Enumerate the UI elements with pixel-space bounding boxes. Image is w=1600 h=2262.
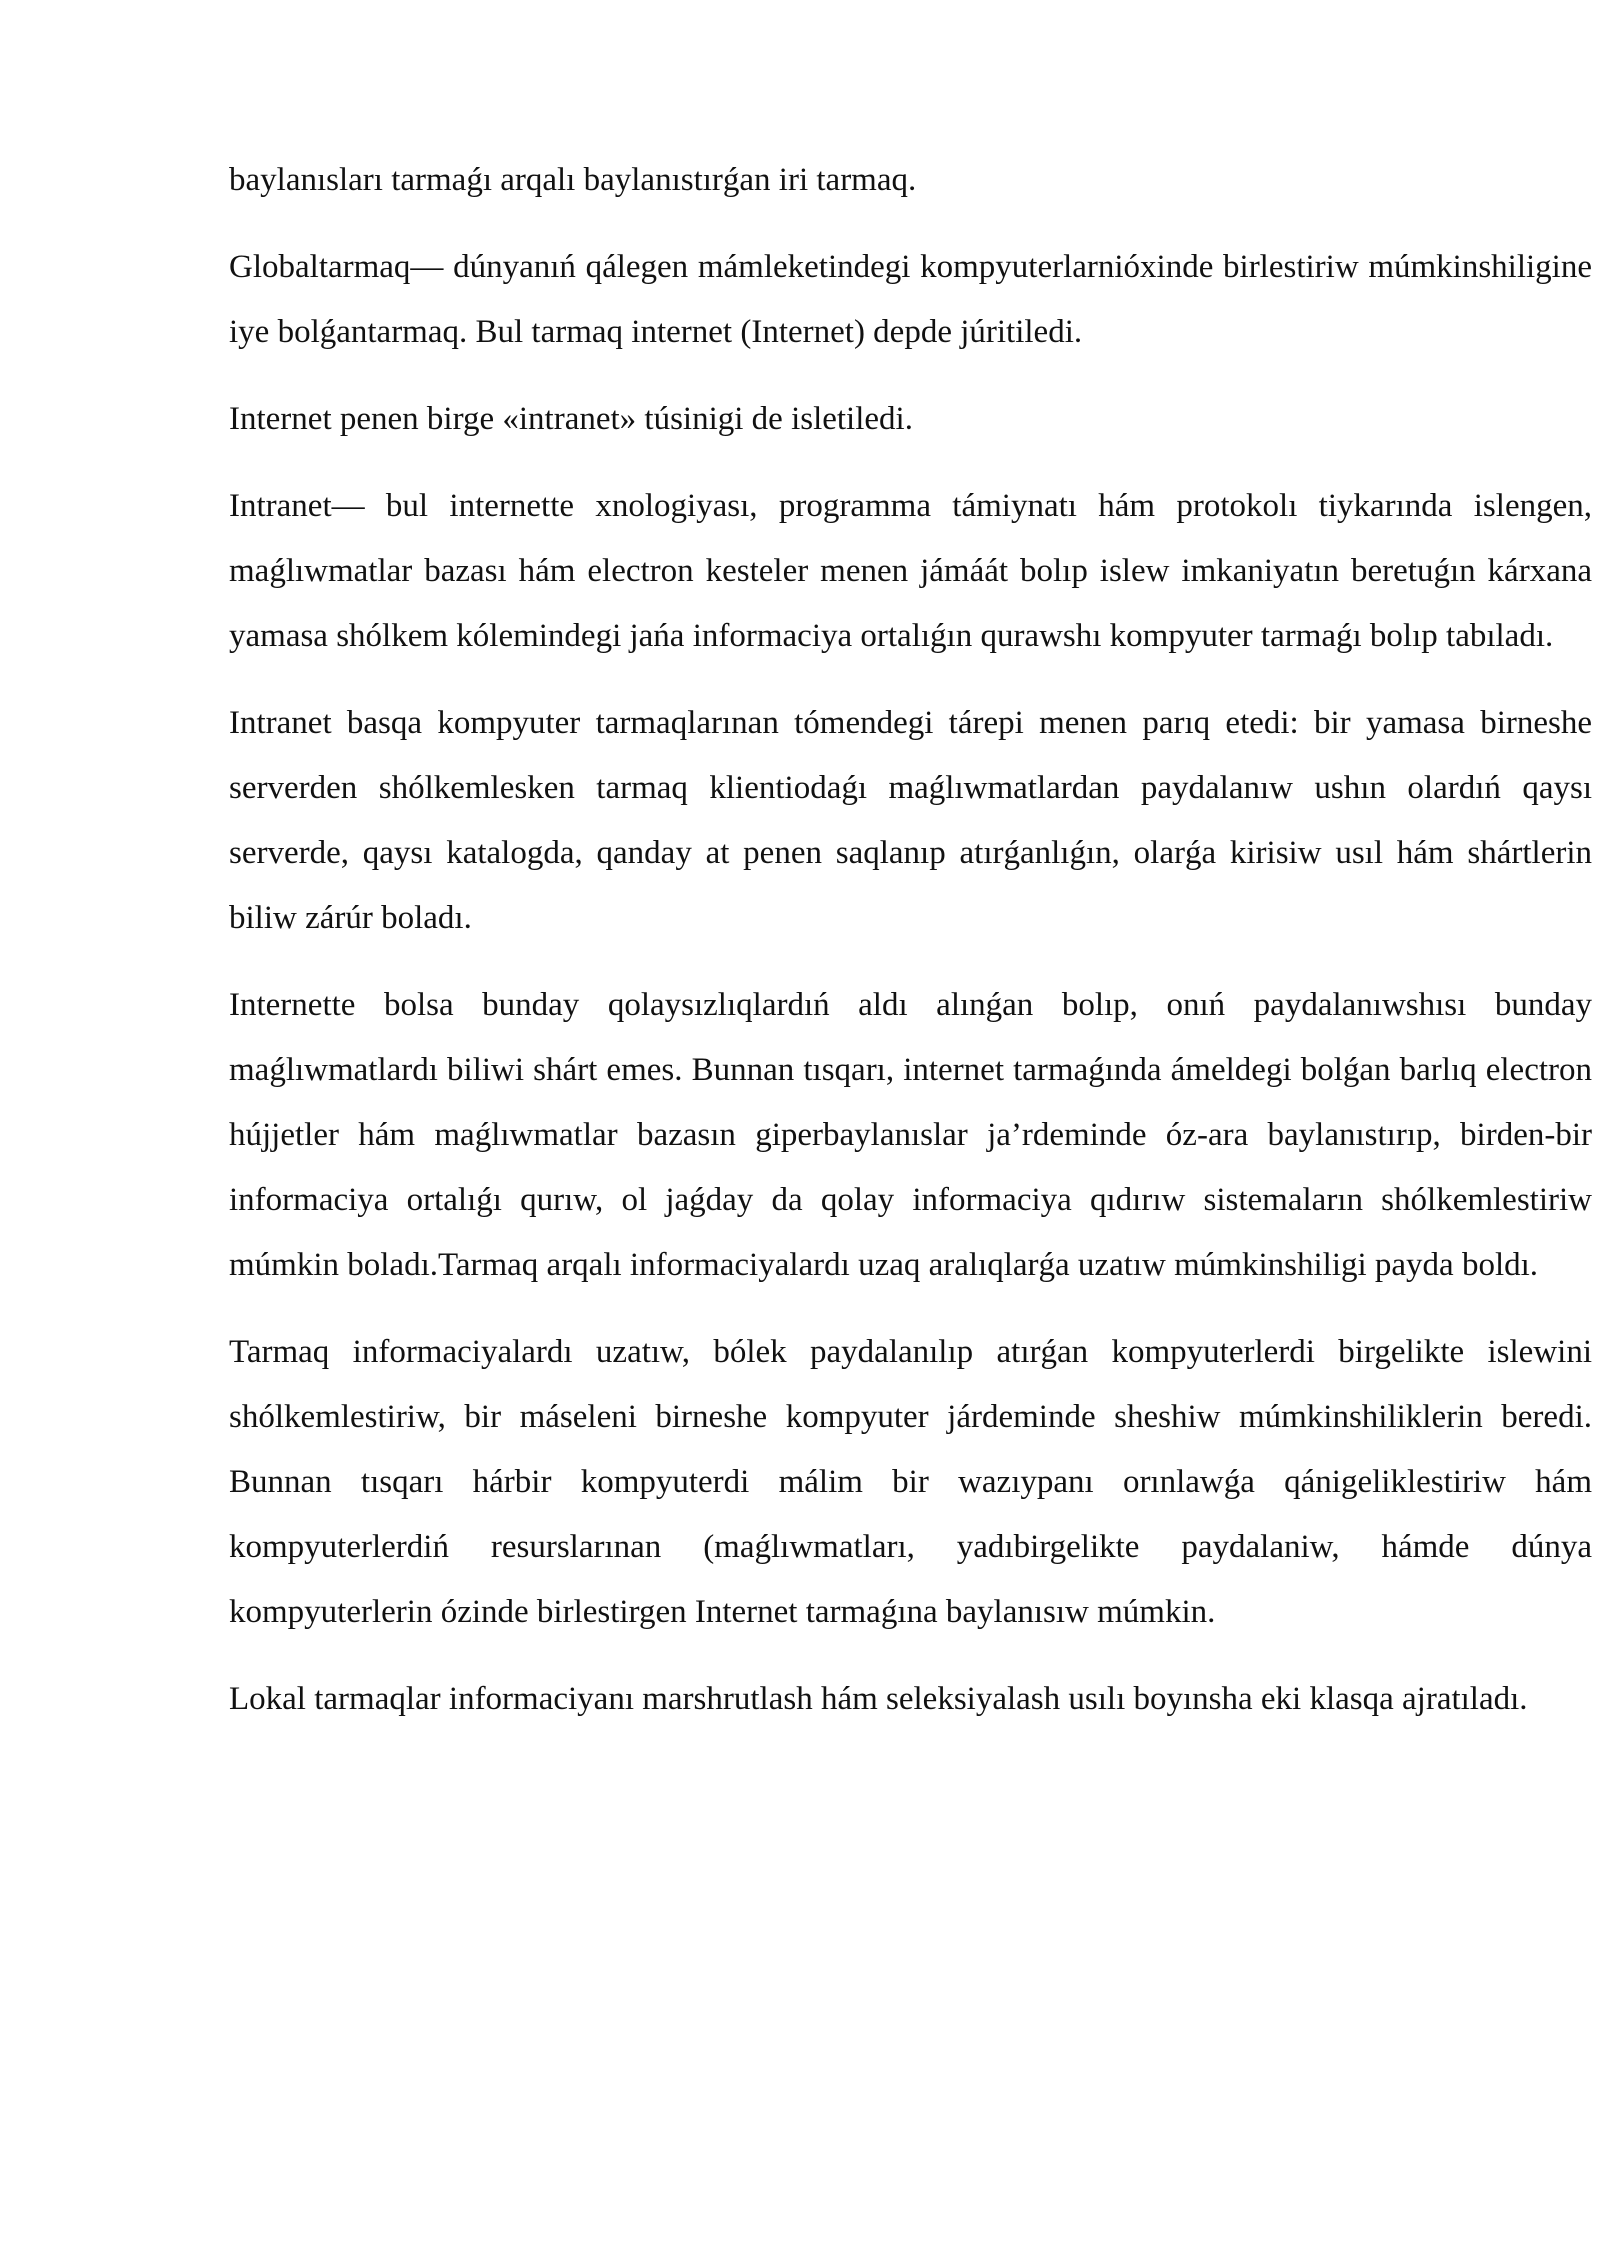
paragraph-4: Intranet— bul internette xnologiyası, programma támiynatı hám protokolı tiykarında islengen, maǵlıwmatlar bazası hám electron kesteler menen jámáát bolıp islew imkaniyatın beretuǵın kárxana yamasa shólkem kólemindegi jańa informaciya ortalıǵın qurawshı kompyuter tarmaǵı bolıp tabıladı. (229, 488, 1592, 654)
paragraph-3: Internet penen birge «intranet» túsinigi de isletiledi. (229, 401, 913, 437)
paragraph-1: baylanısları tarmaǵı arqalı baylanıstırǵan iri tarmaq. (229, 162, 917, 198)
paragraph-6: Internette bolsa bunday qolaysızlıqlardıń aldı alınǵan bolıp, onıń paydalanıwshısı bunday maǵlıwmatlardı biliwi shárt emes. Bunnan tısqarı, internet tarmaǵında ámeldegi bolǵan barlıq electron hújjetler hám maǵlıwmatlar bazasın giperbaylanıslar ja’rdeminde óz-ara baylanıstırıp, birden-bir informaciya ortalıǵı qurıw, ol jaǵday da qolay informaciya qıdırıw sistemaların shólkemlestiriw múmkin boladı.Tarmaq arqalı informaciyalardı uzaq aralıqlarǵa uzatıw múmkinshiligi payda boldı. (229, 987, 1592, 1283)
paragraph-7: Tarmaq informaciyalardı uzatıw, bólek paydalanılıp atırǵan kompyuterlerdi birgelikte islewini shólkemlestiriw, bir máseleni birneshe kompyuter járdeminde sheshiw múmkinshiliklerin beredi. Bunnan tısqarı hárbir kompyuterdi málim bir wazıypanı orınlawǵa qánigeliklestiriw hám kompyuterlerdiń resurslarınan (maǵlıwmatları, yadıbirgelikte paydalaniw, hámde dúnya kompyuterlerin ózinde birlestirgen Internet tarmaǵına baylanısıw múmkin. (229, 1334, 1592, 1630)
document-body (229, 148, 1592, 1754)
paragraph-2: Globaltarmaq— dúnyanıń qálegen mámleketindegi kompyuterlarnióxinde birlestiriw múmkinshiligine iye bolǵantarmaq. Bul tarmaq internet (Internet) depde júritiledi. (229, 249, 1592, 350)
paragraph-8: Lokal tarmaqlar informaciyanı marshrutlash hám seleksiyalash usılı boyınsha eki klasqa ajratıladı. (229, 1681, 1528, 1717)
paragraph-5: Intranet basqa kompyuter tarmaqlarınan tómendegi tárepi menen parıq etedi: bir yamasa birneshe serverden shólkemlesken tarmaq klientiodaǵı maǵlıwmatlardan paydalanıw ushın olardıń qaysı serverde, qaysı katalogda, qanday at penen saqlanıp atırǵanlıǵın, olarǵa kirisiw usıl hám shártlerin biliw zárúr boladı. (229, 705, 1592, 936)
